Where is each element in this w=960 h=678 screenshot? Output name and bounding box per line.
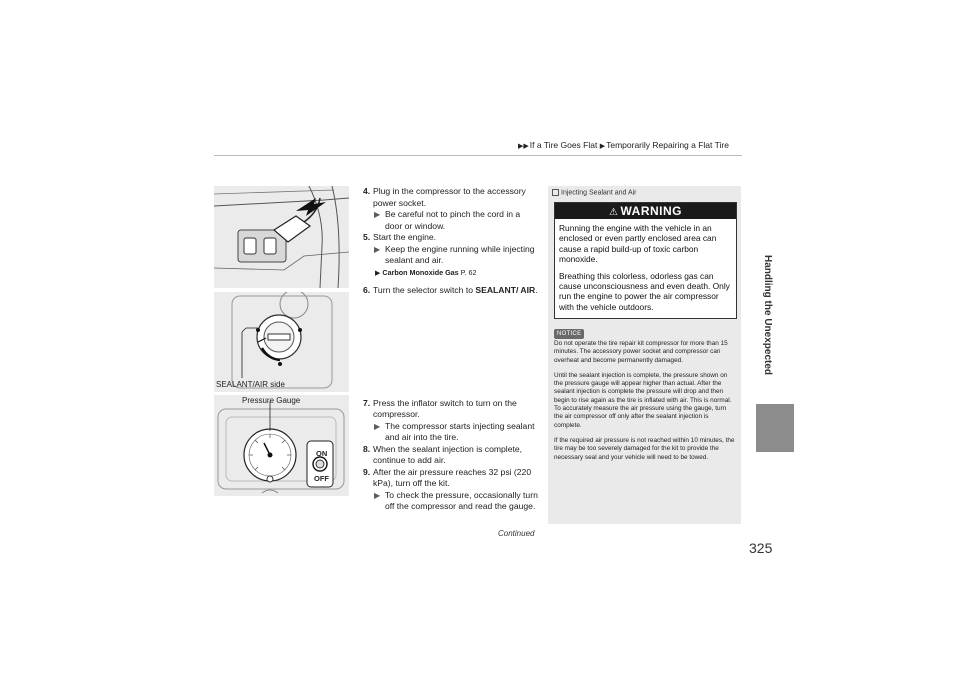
note-paragraph: Until the sealant injection is complete, the pressure shown on the pressure gauge will appear higher than actual. After the sealant injection is complete the pressure will drop and then begin to rise again as the tire is inflated with air. This is normal. To accurately measure the air pressure using the gauge, turn the air compressor off only after the sealant injection is complete. bbox=[554, 371, 732, 429]
step-text: . bbox=[535, 285, 538, 295]
substep-arrow-icon: ▶ bbox=[374, 210, 381, 219]
step-7 bbox=[363, 398, 538, 444]
step-number: 6. bbox=[363, 285, 371, 295]
step-number: 4. bbox=[363, 186, 371, 196]
substep-arrow-icon: ▶ bbox=[374, 244, 381, 254]
step-6 bbox=[363, 285, 538, 297]
warning-text bbox=[555, 219, 736, 312]
page-number: 325 bbox=[749, 540, 773, 556]
step-text: Press the inflator switch to turn on the compressor. bbox=[373, 397, 517, 419]
note-body bbox=[554, 340, 736, 469]
xref-arrow-icon: ▶ bbox=[375, 269, 381, 277]
note-paragraph: Do not operate the tire repair kit compressor for more than 15 minutes. The accessory power socket and compressor can overheat and become permanently damaged. bbox=[554, 340, 728, 364]
sealant-air-side-label: SEALANT/AIR side bbox=[216, 380, 285, 389]
step-text-bold: SEALANT/ AIR bbox=[475, 285, 536, 295]
warning-triangle-icon: ⚠ bbox=[609, 207, 619, 218]
step-number: 9. bbox=[363, 466, 371, 477]
section-tab bbox=[756, 404, 794, 452]
double-arrow-icon: ▶▶ bbox=[518, 143, 529, 150]
switch-on-label: ON bbox=[316, 449, 328, 458]
breadcrumb-item: If a Tire Goes Flat bbox=[529, 140, 598, 150]
socket-illustration bbox=[214, 186, 349, 288]
warning-box bbox=[554, 202, 737, 319]
substep-text: To check the pressure, occasionally turn off the compressor and read the gauge. bbox=[385, 489, 538, 511]
step-number: 7. bbox=[363, 397, 371, 408]
warning-label: WARNING bbox=[620, 204, 682, 218]
breadcrumb bbox=[518, 140, 729, 150]
step-substep bbox=[373, 209, 538, 232]
step-text: When the sealant injection is complete, continue to add air. bbox=[373, 443, 523, 465]
step-substep bbox=[373, 421, 538, 444]
header-divider bbox=[214, 155, 742, 156]
cross-reference-link[interactable] bbox=[375, 267, 538, 280]
step-8 bbox=[363, 444, 538, 467]
substep-text: Keep the engine running while injecting sealant and air. bbox=[385, 243, 535, 265]
substep-text: Be careful not to pinch the cord in a door or window. bbox=[385, 209, 521, 231]
pressure-gauge-label: Pressure Gauge bbox=[242, 396, 301, 405]
substep-arrow-icon: ▶ bbox=[374, 490, 381, 500]
section-side-label: Handling the Unexpected bbox=[762, 255, 773, 376]
step-4 bbox=[363, 186, 538, 232]
note-paragraph: If the required air pressure is not reached within 10 minutes, the tire may be too severely damaged for the kit to provide the necessary seal and your vehicle will need to be towed. bbox=[554, 436, 735, 461]
substep-arrow-icon: ▶ bbox=[374, 421, 381, 431]
figure-accessory-socket bbox=[214, 186, 349, 288]
continued-label: Continued bbox=[498, 529, 535, 538]
step-substep bbox=[373, 490, 538, 513]
note-title bbox=[552, 189, 637, 198]
procedure-steps bbox=[363, 186, 538, 513]
breadcrumb-item: Temporarily Repairing a Flat Tire bbox=[606, 140, 729, 150]
switch-off-label: OFF bbox=[314, 474, 329, 483]
step-text: Start the engine. bbox=[373, 232, 437, 242]
spacer bbox=[363, 297, 538, 398]
step-5 bbox=[363, 232, 538, 279]
warning-paragraph: Running the engine with the vehicle in an enclosed or even partly enclosed area can cause a rapid build-up of toxic carbon monoxide. bbox=[559, 223, 717, 265]
step-number: 8. bbox=[363, 443, 371, 454]
side-note-panel bbox=[548, 186, 741, 524]
figure-selector-switch bbox=[214, 292, 349, 392]
xref-title: Carbon Monoxide Gas bbox=[382, 267, 459, 277]
step-text: Plug in the compressor to the accessory power socket. bbox=[373, 186, 526, 208]
step-9 bbox=[363, 467, 538, 513]
selector-illustration bbox=[214, 292, 349, 392]
note-box-icon bbox=[552, 189, 559, 196]
warning-paragraph: Breathing this colorless, odorless gas can cause unconsciousness and even death. Only run the engine to power the air compressor with the vehicle outdoors. bbox=[559, 270, 730, 312]
warning-header bbox=[555, 203, 736, 219]
arrow-icon: ▶ bbox=[599, 143, 606, 150]
figure-pressure-gauge bbox=[214, 395, 349, 496]
step-number: 5. bbox=[363, 232, 371, 242]
xref-page: P. 62 bbox=[460, 267, 477, 277]
note-title-text: Injecting Sealant and Air bbox=[561, 189, 637, 197]
step-text: After the air pressure reaches 32 psi (220 kPa), turn off the kit. bbox=[373, 466, 532, 488]
step-text: Turn the selector switch to bbox=[373, 285, 473, 295]
step-substep bbox=[373, 244, 538, 267]
substep-text: The compressor starts injecting sealant and air into the tire. bbox=[385, 420, 535, 442]
notice-badge: NOTICE bbox=[554, 329, 584, 339]
